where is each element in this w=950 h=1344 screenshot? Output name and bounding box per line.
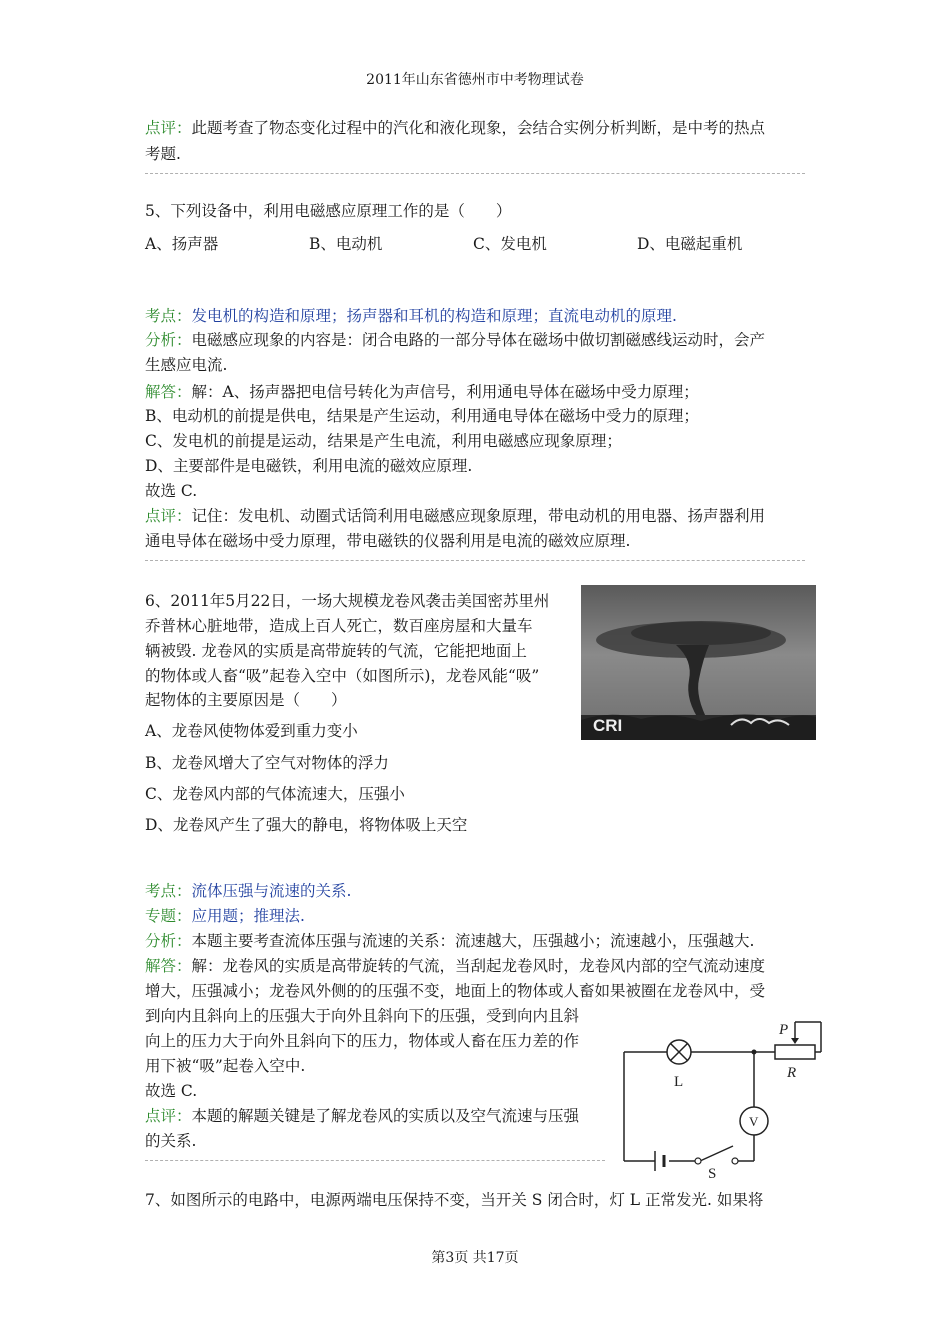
page-header: 2011年山东省德州市中考物理试卷: [366, 72, 584, 88]
q6-option-b: B、龙卷风增大了空气对物体的浮力: [145, 754, 389, 772]
q6-jieda-line-1: 解答：解：龙卷风的实质是高带旋转的气流，当刮起龙卷风时，龙卷风内部的空气流动速度: [145, 957, 766, 975]
q6-fenxi: 分析：本题主要考查流体压强与流速的关系：流速越大，压强越小；流速越小，压强越大.: [145, 932, 755, 950]
q6-stem-line-1: 6、2011年5月22日，一场大规模龙卷风袭击美国密苏里州: [145, 592, 550, 610]
q6-jieda-line-6: 故选 C.: [145, 1082, 198, 1100]
q6-option-c: C、龙卷风内部的气体流速大，压强小: [145, 785, 405, 803]
q6-kaodian: 考点：流体压强与流速的关系.: [145, 882, 352, 900]
q6-jieda-line-4: 向上的压力大于向外且斜向下的压力，物体或人畜在压力差的作: [145, 1032, 580, 1050]
q6-jieda-line-3: 到向内且斜向上的压强大于向外且斜向下的压强，受到向内且斜: [145, 1007, 580, 1025]
q5-stem: 5、下列设备中，利用电磁感应原理工作的是（ ）: [145, 202, 512, 220]
q5-jieda-line-2: B、电动机的前提是供电，结果是产生运动，利用通电导体在磁场中受力的原理；: [145, 407, 699, 425]
tornado-photo: [581, 585, 816, 740]
q5-fenxi-line-1: 分析：电磁感应现象的内容是：闭合电路的一部分导体在磁场中做切割磁感线运动时，会产: [145, 331, 766, 349]
q4-comment-line-1: 点评：此题考查了物态变化过程中的汽化和液化现象，会结合实例分析判断，是中考的热点: [145, 119, 766, 137]
q6-stem-line-4: 的物体或人畜“吸”起卷入空中（如图所示)，龙卷风能“吸”: [145, 667, 540, 685]
q6-option-d: D、龙卷风产生了强大的静电，将物体吸上天空: [145, 816, 468, 834]
q5-option-b: B、电动机: [309, 235, 383, 253]
q6-pingjia-line-1: 点评：本题的解题关键是了解龙卷风的实质以及空气流速与压强: [145, 1107, 580, 1125]
q5-fenxi-line-2: 生感应电流.: [145, 356, 228, 374]
label-v: V: [749, 1114, 759, 1129]
q5-pingjia-line-2: 通电导体在磁场中受力原理，带电磁铁的仪器利用是电流的磁效应原理.: [145, 532, 631, 550]
label-l: L: [674, 1074, 684, 1090]
separator: [145, 173, 805, 174]
q5-option-c: C、发电机: [473, 235, 547, 253]
q5-jieda-line-1: 解答：解：A、扬声器把电信号转化为声信号，利用通电导体在磁场中受力原理；: [145, 383, 699, 401]
q5-jieda-line-4: D、主要部件是电磁铁，利用电流的磁效应原理.: [145, 457, 473, 475]
label-r: R: [787, 1065, 797, 1081]
q6-jieda-line-2: 增大，压强减小；龙卷风外侧的的压强不变，地面上的物体或人畜如果被圈在龙卷风中，受: [145, 982, 766, 1000]
q6-pingjia-line-2: 的关系.: [145, 1132, 197, 1150]
separator: [145, 560, 805, 561]
q5-kaodian: 考点：发电机的构造和原理；扬声器和耳机的构造和原理；直流电动机的原理.: [145, 307, 677, 325]
q5-jieda-line-5: 故选 C.: [145, 482, 198, 500]
q4-comment-line-2: 考题.: [145, 145, 181, 163]
circuit-diagram: [620, 1018, 825, 1178]
q6-stem-line-2: 乔普林心脏地带，造成上百人死亡，数百座房屋和大量车: [145, 617, 533, 635]
q6-option-a: A、龙卷风使物体爱到重力变小: [145, 722, 358, 740]
q6-stem-line-3: 辆被毁. 龙卷风的实质是高带旋转的气流，它能把地面上: [145, 642, 527, 660]
q5-option-a: A、扬声器: [145, 235, 219, 253]
q6-jieda-line-5: 用下被“吸”起卷入空中.: [145, 1057, 306, 1075]
q6-stem-line-5: 起物体的主要原因是（ ）: [145, 691, 347, 709]
q5-option-d: D、电磁起重机: [637, 235, 743, 253]
separator: [145, 1160, 605, 1161]
q5-pingjia-line-1: 点评：记住：发电机、动圈式话筒利用电磁感应现象原理，带电动机的用电器、扬声器利用: [145, 507, 766, 525]
q7-stem: 7、如图所示的电路中，电源两端电压保持不变，当开关 S 闭合时，灯 L 正常发光. 如果将: [145, 1191, 764, 1209]
label-p: P: [779, 1022, 789, 1038]
q5-jieda-line-3: C、发电机的前提是运动，结果是产生电流，利用电磁感应现象原理；: [145, 432, 622, 450]
q6-zhuanti: 专题：应用题；推理法.: [145, 907, 305, 925]
comment-label: 点评：: [145, 119, 192, 137]
photo-logo: CRI: [593, 716, 623, 735]
label-s: S: [708, 1166, 717, 1178]
page-footer: 第3页 共17页: [431, 1250, 519, 1266]
